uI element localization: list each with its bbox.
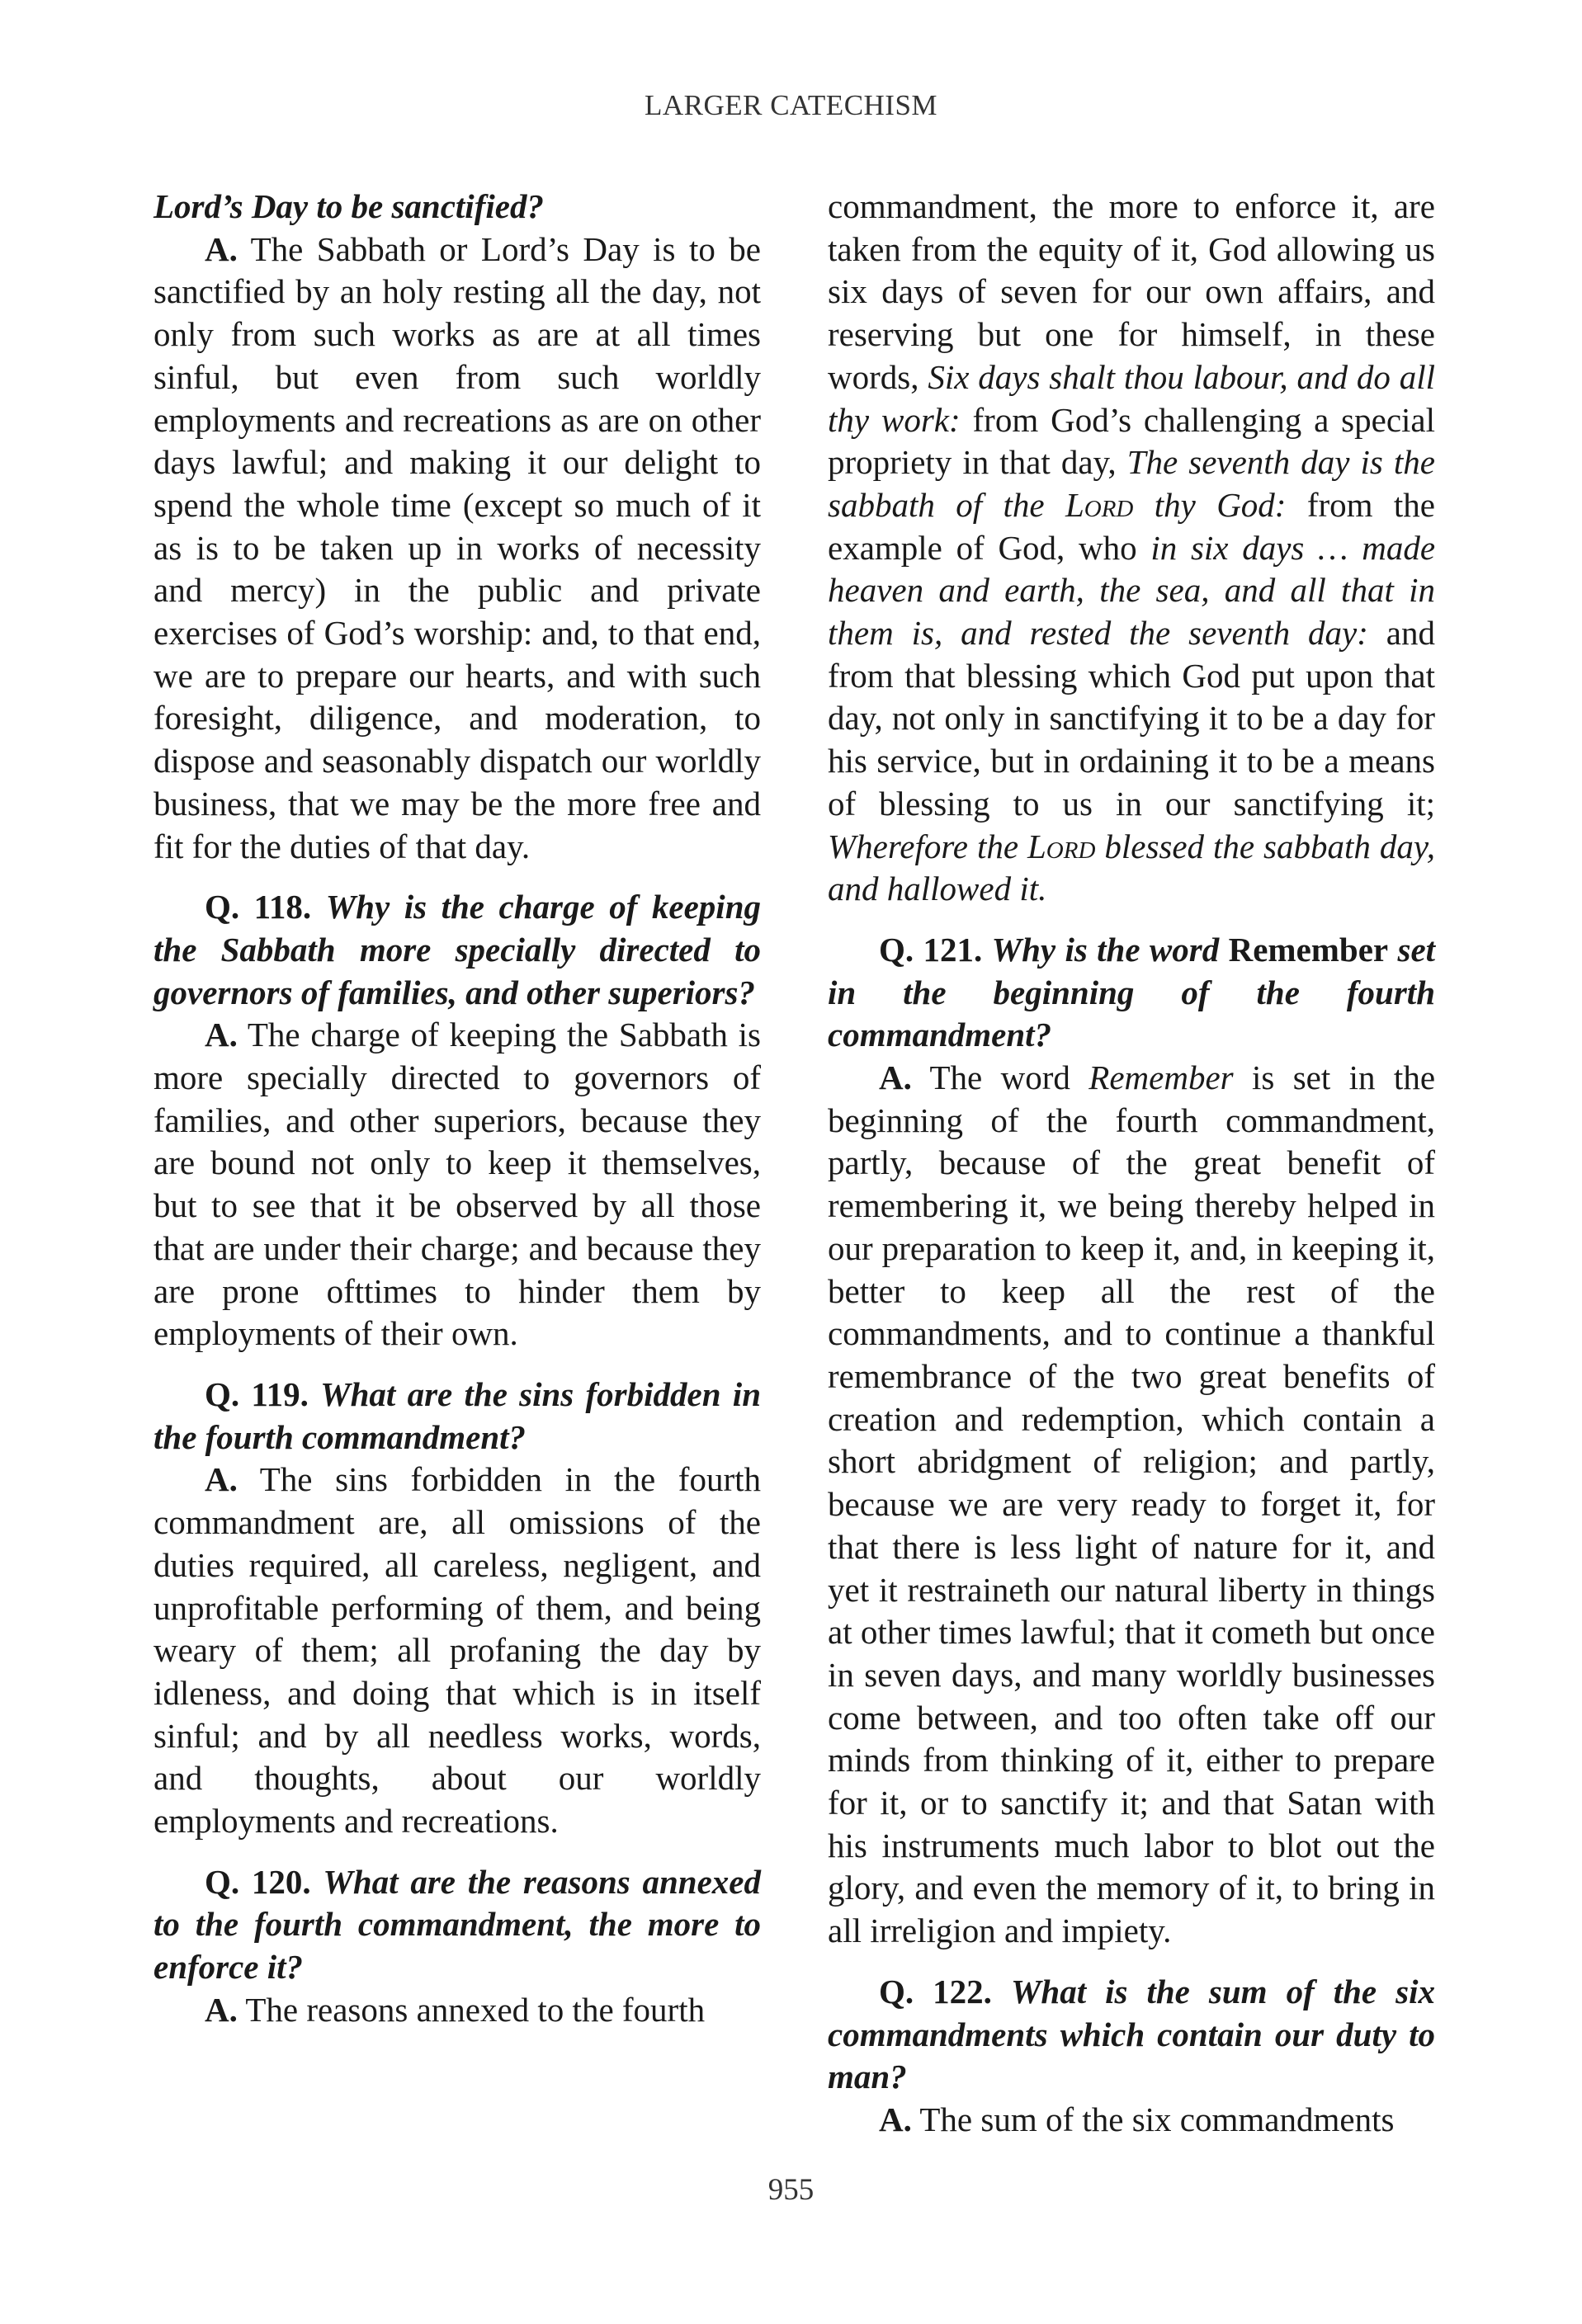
answer-120-start	[153, 1989, 761, 2032]
question-text: What is the sum of the six commandments which contain our duty to man?	[828, 1972, 1435, 2096]
left-column	[153, 186, 761, 2032]
answer-text: and from that blessing which God put upon that day, not only in sanctifying it to be a day for his service, but in ordaining it to be a means of blessing to us in our sanctifying it;	[828, 614, 1435, 823]
scripture-quote: Six days shalt thou labour, and do all thy work:	[828, 357, 1435, 439]
question-117-tail	[153, 186, 761, 229]
answer-keyword: Remember	[1089, 1058, 1234, 1097]
question-text: Lord’s Day to be sanctified?	[153, 187, 544, 225]
answer-118	[153, 1014, 761, 1355]
answer-text: from the example of God, who	[828, 485, 1436, 567]
answer-text: from God’s challenging a special propriety in that day,	[828, 400, 1435, 482]
answer-label: A.	[879, 1058, 912, 1097]
question-118	[153, 886, 761, 1014]
answer-text: The Sabbath or Lord’s Day is to be sanctified by an holy resting all the day, not only from such works as are at all times sinful, but even from such worldly employments and recreations as are on other days lawful; and making it our delight to spend the whole time (except so much of it as is to be taken up in works of necessity and mercy) in the public and private exercises of God’s worship: and, to that end, we are to prepare our hearts, and with such foresight, diligence, and moderation, to dispose and seasonably dispatch our worldly business, that we may be the more free and fit for the duties of that day.	[153, 229, 761, 865]
answer-label: A.	[205, 1990, 238, 2029]
answer-label: A.	[205, 1016, 238, 1054]
question-text: set in the beginning of the fourth commandment?	[828, 930, 1436, 1054]
quote-part: The seventh day is the sabbath of the	[828, 443, 1435, 524]
lord-small-caps: Lord	[1027, 827, 1096, 865]
question-number: Q. 118.	[205, 888, 312, 926]
answer-label: A.	[205, 229, 238, 268]
quote-part: Wherefore the	[828, 827, 1019, 865]
scripture-quote: in six days … made heaven and earth, the sea, and all that in them is, and rested the seventh day:	[828, 528, 1436, 653]
answer-label: A.	[205, 1460, 238, 1499]
quote-part: blessed the sabbath day, and hallowed it.	[828, 827, 1436, 908]
question-number: Q. 119.	[205, 1374, 309, 1413]
answer-120-continued	[828, 186, 1435, 911]
right-column	[828, 186, 1435, 2142]
question-number: Q. 121.	[879, 930, 983, 969]
question-text: Why is the word	[991, 930, 1220, 969]
lord-small-caps: Lord	[1065, 485, 1134, 524]
question-119	[153, 1374, 761, 1459]
question-text: Why is the charge of keeping the Sabbath more specially directed to governors of families, and other superiors?	[153, 888, 761, 1011]
answer-117	[153, 229, 761, 869]
answer-text: The sins forbidden in the fourth commandment are, all omissions of the duties required, all careless, negligent, and unprofitable performing of them, and being weary of them; all profaning the day by idleness, and doing that which is in itself sinful; and by all needless works, words, and thoughts, about our worldly employments and recreations.	[153, 1460, 761, 1841]
answer-121	[828, 1057, 1435, 1953]
question-number: Q. 122.	[879, 1972, 992, 2011]
question-121	[828, 929, 1435, 1057]
answer-text: The word	[929, 1058, 1070, 1097]
answer-text: commandment, the more to enforce it, are taken from the equity of it, God allowing us six days of seven for our own affairs, and reserving but one for himself, in these words,	[828, 187, 1435, 396]
answer-text: The reasons annexed to the fourth	[245, 1990, 706, 2029]
question-text: What are the sins forbidden in the fourth commandment?	[153, 1374, 761, 1456]
running-head: LARGER CATECHISM	[644, 89, 938, 121]
quote-part: thy God:	[1154, 485, 1287, 524]
page-number: 955	[767, 2173, 815, 2207]
answer-122-start	[828, 2099, 1435, 2142]
scripture-quote	[828, 827, 1435, 908]
answer-text: The charge of keeping the Sabbath is more specially directed to governors of families, and other superiors, because they are bound not only to keep it themselves, but to see that it be observed by all those that are under their charge; and because they are prone ofttimes to hinder them by employments of their own.	[153, 1016, 761, 1353]
answer-label: A.	[879, 2100, 912, 2138]
answer-text: is set in the beginning of the fourth commandment, partly, because of the great benefit of remembering it, we being thereby helped in our preparation to keep it, and, in keeping it, better to keep all the rest of the commandments, and to continue a thankful remembrance of the two great benefits of creation and redemption, which contain a short abridgment of religion; and partly, because we are very ready to forget it, for that there is less light of nature for it, and yet it restraineth our natural liberty in things at other times lawful; that it cometh but once in seven days, and many worldly businesses come between, and too often take off our minds from thinking of it, either to prepare for it, or to sanctify it; and that Satan with his instruments much labor to blot out the glory, and even the memory of it, to bring in all irreligion and impiety.	[828, 1058, 1436, 1950]
question-number: Q. 120.	[205, 1862, 311, 1901]
question-text: What are the reasons annexed to the fourth commandment, the more to enforce it?	[153, 1862, 762, 1987]
answer-119	[153, 1459, 761, 1842]
question-120	[153, 1861, 761, 1989]
answer-text: The sum of the six commandments	[919, 2100, 1395, 2138]
question-keyword: Remember	[1228, 930, 1389, 969]
question-122	[828, 1971, 1435, 2099]
